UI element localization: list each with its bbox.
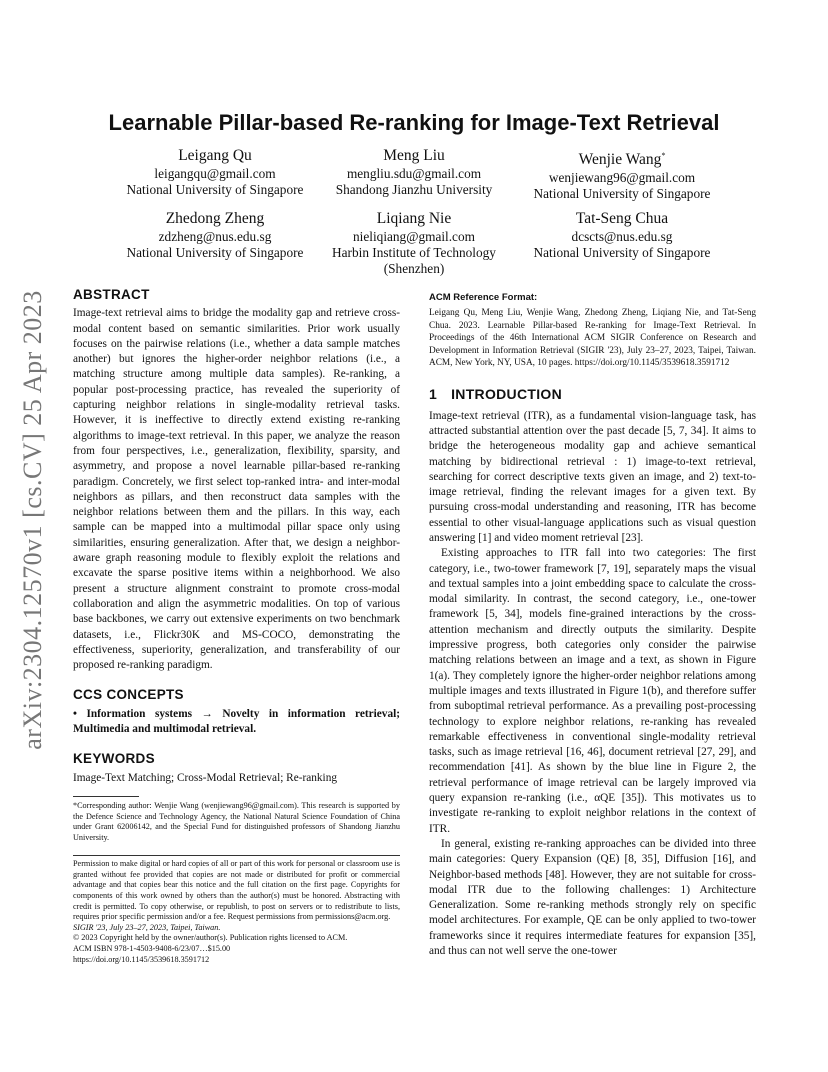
author-affiliation: National University of Singapore (533, 186, 711, 202)
intro-paragraph: In general, existing re-ranking approaches can be divided into three main categories: Query Expansion (QE) [8, 35], Diffusion [16], and Neighbor-based methods [48]. However, they are not suitable for cross-modal ITR due to the following challenges: 1) Architecture Generalization. Some re-ranking methods strongly rely on specific model architectures. For example, QE can be only applied to two-tower frameworks since it requires intermediate features for expansion [35], and thus can not well serve the one-tower (429, 837, 756, 958)
abstract-heading: ABSTRACT (73, 287, 150, 302)
author-affiliation: National University of Singapore (126, 182, 304, 197)
author-affiliation: National University of Singapore (533, 245, 711, 260)
intro-paragraph: Existing approaches to ITR fall into two categories: The first category, i.e., two-tower framework [7, 19], separately maps the visual and textual samples into a joint embedding space to calculate the cross-modal similarity. In contrast, the second category, i.e., one-tower framework [5, 34], models fine-grained interactions by the cross-attention mechanism and directly outputs the similarity. Despite impressive progress, both categories only consider the pairwise matching relations between an image and a text, as shown in Figure 1(a). They completely ignore the higher-order neighbor relations among multiple images and texts illustrated in Figure 1(b), and therefore suffer from suboptimal retrieval performance. As a prevailing post-processing technology to explore neighbor relations, re-ranking has revealed remarkable effectiveness in conventional single-modality retrieval tasks, such as image retrieval [16, 46], document retrieval [27, 29], and recommendation [41]. As shown by the blue line in Figure 2, the retrieval performance of image retrieval can be largely improved via query expansion re-ranking (i.e., αQE [35]). This motivates us to investigate re-ranking to exploit neighbor relations in the context of ITR. (429, 547, 756, 835)
venue-line: SIGIR '23, July 23–27, 2023, Taipei, Taiwan. (73, 922, 221, 932)
permission-block (73, 855, 400, 965)
ccs-heading: CCS CONCEPTS (73, 687, 184, 703)
author-email: dcscts@nus.edu.sg (571, 229, 673, 244)
author-name: Liqiang Nie (376, 210, 452, 227)
arxiv-identifier: arXiv:2304.12570v1 [cs.CV] 25 Apr 2023 (18, 290, 47, 750)
footnote-rule (73, 796, 139, 797)
intro-paragraph: Image-text retrieval (ITR), as a fundamental vision-language task, has attracted substantial attention over the past decade [5, 7, 34]. It aims to bridge the heterogeneous modality gap and achieve semantical matching by bidirectional retrieval : 1) image-to-text retrieval, searching for correct descriptive texts given an image, and 2) text-to-image retrieval, finding the relevant images for a given text. By pursuing cross-modal understanding and reasoning, ITR has become essential to other visual-language applications such as visual question answering [1] and video moment retrieval [23]. (429, 409, 756, 544)
author-name: Leigang Qu (178, 147, 252, 164)
isbn-line: ACM ISBN 978-1-4503-9408-6/23/07…$15.00 (73, 944, 231, 954)
section-title: INTRODUCTION (451, 386, 563, 403)
author-name: Wenjie Wang* (578, 151, 666, 169)
author-email: wenjiewang96@gmail.com (548, 170, 696, 186)
doi-link[interactable]: https://doi.org/10.1145/3539618.3591712 (73, 954, 210, 964)
keywords-heading: KEYWORDS (73, 751, 155, 767)
right-column (429, 290, 756, 959)
author-affiliation: National University of Singapore (126, 245, 304, 260)
paper-title: Learnable Pillar-based Re-ranking for Image-Text Retrieval (108, 110, 720, 135)
author-email: zdzheng@nus.edu.sg (158, 229, 272, 244)
author-name: Tat-Seng Chua (575, 210, 669, 227)
author-email: nieliqiang@gmail.com (353, 229, 475, 244)
acm-reference-text: Leigang Qu, Meng Liu, Wenjie Wang, Zhedong Zheng, Liqiang Nie, and Tat-Seng Chua. 2023. Learnable Pillar-based Re-ranking for Image-Text Retrieval. In Proceedings of the 46th International ACM SIGIR Conference on Research and Development in Information Retrieval (SIGIR '23), July 23–27, 2023, Taipei, Taiwan. ACM, New York, NY, USA, 10 pages. https://doi.org/10.1145/3539618.3591712 (429, 308, 756, 368)
author-name: Zhedong Zheng (165, 210, 265, 227)
author-block (497, 209, 747, 261)
author-block (497, 146, 747, 202)
ccs-text: • Information systems → Novelty in information retrieval; Multimedia and multimodal retrieval. (73, 707, 400, 736)
arxiv-sidebar (8, 270, 58, 770)
author-email: mengliu.sdu@gmail.com (346, 166, 482, 181)
footnote: *Corresponding author: Wenjie Wang (wenjiewang96@gmail.com). This research is supported by the Defence Science and Technology Agency, the National Natural Science Foundation of China under Grant 62006142, and the Special Fund for distinguished professors of Shandong Jianzhu University. (73, 800, 400, 842)
author-affiliation-cont: (Shenzhen) (383, 261, 445, 276)
abstract-text: Image-text retrieval aims to bridge the modality gap and retrieve cross-modal content based on semantic similarities. Prior work usually focuses on the pairwise relations (i.e., whether a data sample matches another) but ignores the higher-order neighbor relations (i.e., a matching structure among multiple data samples). Re-ranking, a popular post-processing practice, has revealed the superiority of capturing neighbor relations in single-modality retrieval tasks. However, it is ineffective to directly extend existing re-ranking algorithms to image-text retrieval. In this paper, we analyze the reason from four perspectives, i.e., generalization, flexibility, sparsity, and asymmetry, and propose a novel learnable pillar-based re-ranking paradigm. Concretely, we first select top-ranked intra- and inter-modal neighbors as pillars, and then reconstruct data samples with the neighbor relations between them and the pillars. In this way, each sample can be mapped into a multimodal pillar space only using similarities, ensuring generalization. After that, we design a neighbor-aware graph reasoning module to flexibly exploit the relations and excavate the sparse positive items within a neighborhood. We also present a structure alignment constraint to promote cross-modal collaboration and align the asymmetric modalities. On top of various base backbones, we carry out extensive experiments on two benchmark datasets, i.e., Flickr30K and MS-COCO, demonstrating the effectiveness, superiority, generalization, and transferability of our proposed re-ranking paradigm. (73, 307, 400, 672)
author-affiliation: Harbin Institute of Technology (332, 245, 496, 260)
permission-text: Permission to make digital or hard copies of all or part of this work for personal or classroom use is granted without fee provided that copies are not made or distributed for profit or commercial advantage and that copies bear this notice and the full citation on the first page. Copyrights for components of this work owned by others than the author(s) must be honored. Abstracting with credit is permitted. To copy otherwise, or republish, to post on servers or to redistribute to lists, requires prior specific permission and/or a fee. Request permissions from permissions@acm.org. (73, 859, 400, 922)
copyright-line: © 2023 Copyright held by the owner/author(s). Publication rights licensed to ACM. (73, 933, 348, 943)
section-heading (429, 387, 756, 402)
section-number: 1 (429, 386, 438, 403)
author-name: Meng Liu (383, 147, 445, 164)
author-email: leigangqu@gmail.com (154, 166, 276, 181)
acm-reference-heading: ACM Reference Format: (429, 292, 538, 303)
left-column (73, 287, 400, 965)
corresponding-mark: * (661, 151, 666, 160)
keywords-text: Image-Text Matching; Cross-Modal Retrieval; Re-ranking (73, 771, 337, 784)
author-affiliation: Shandong Jianzhu University (335, 182, 493, 197)
